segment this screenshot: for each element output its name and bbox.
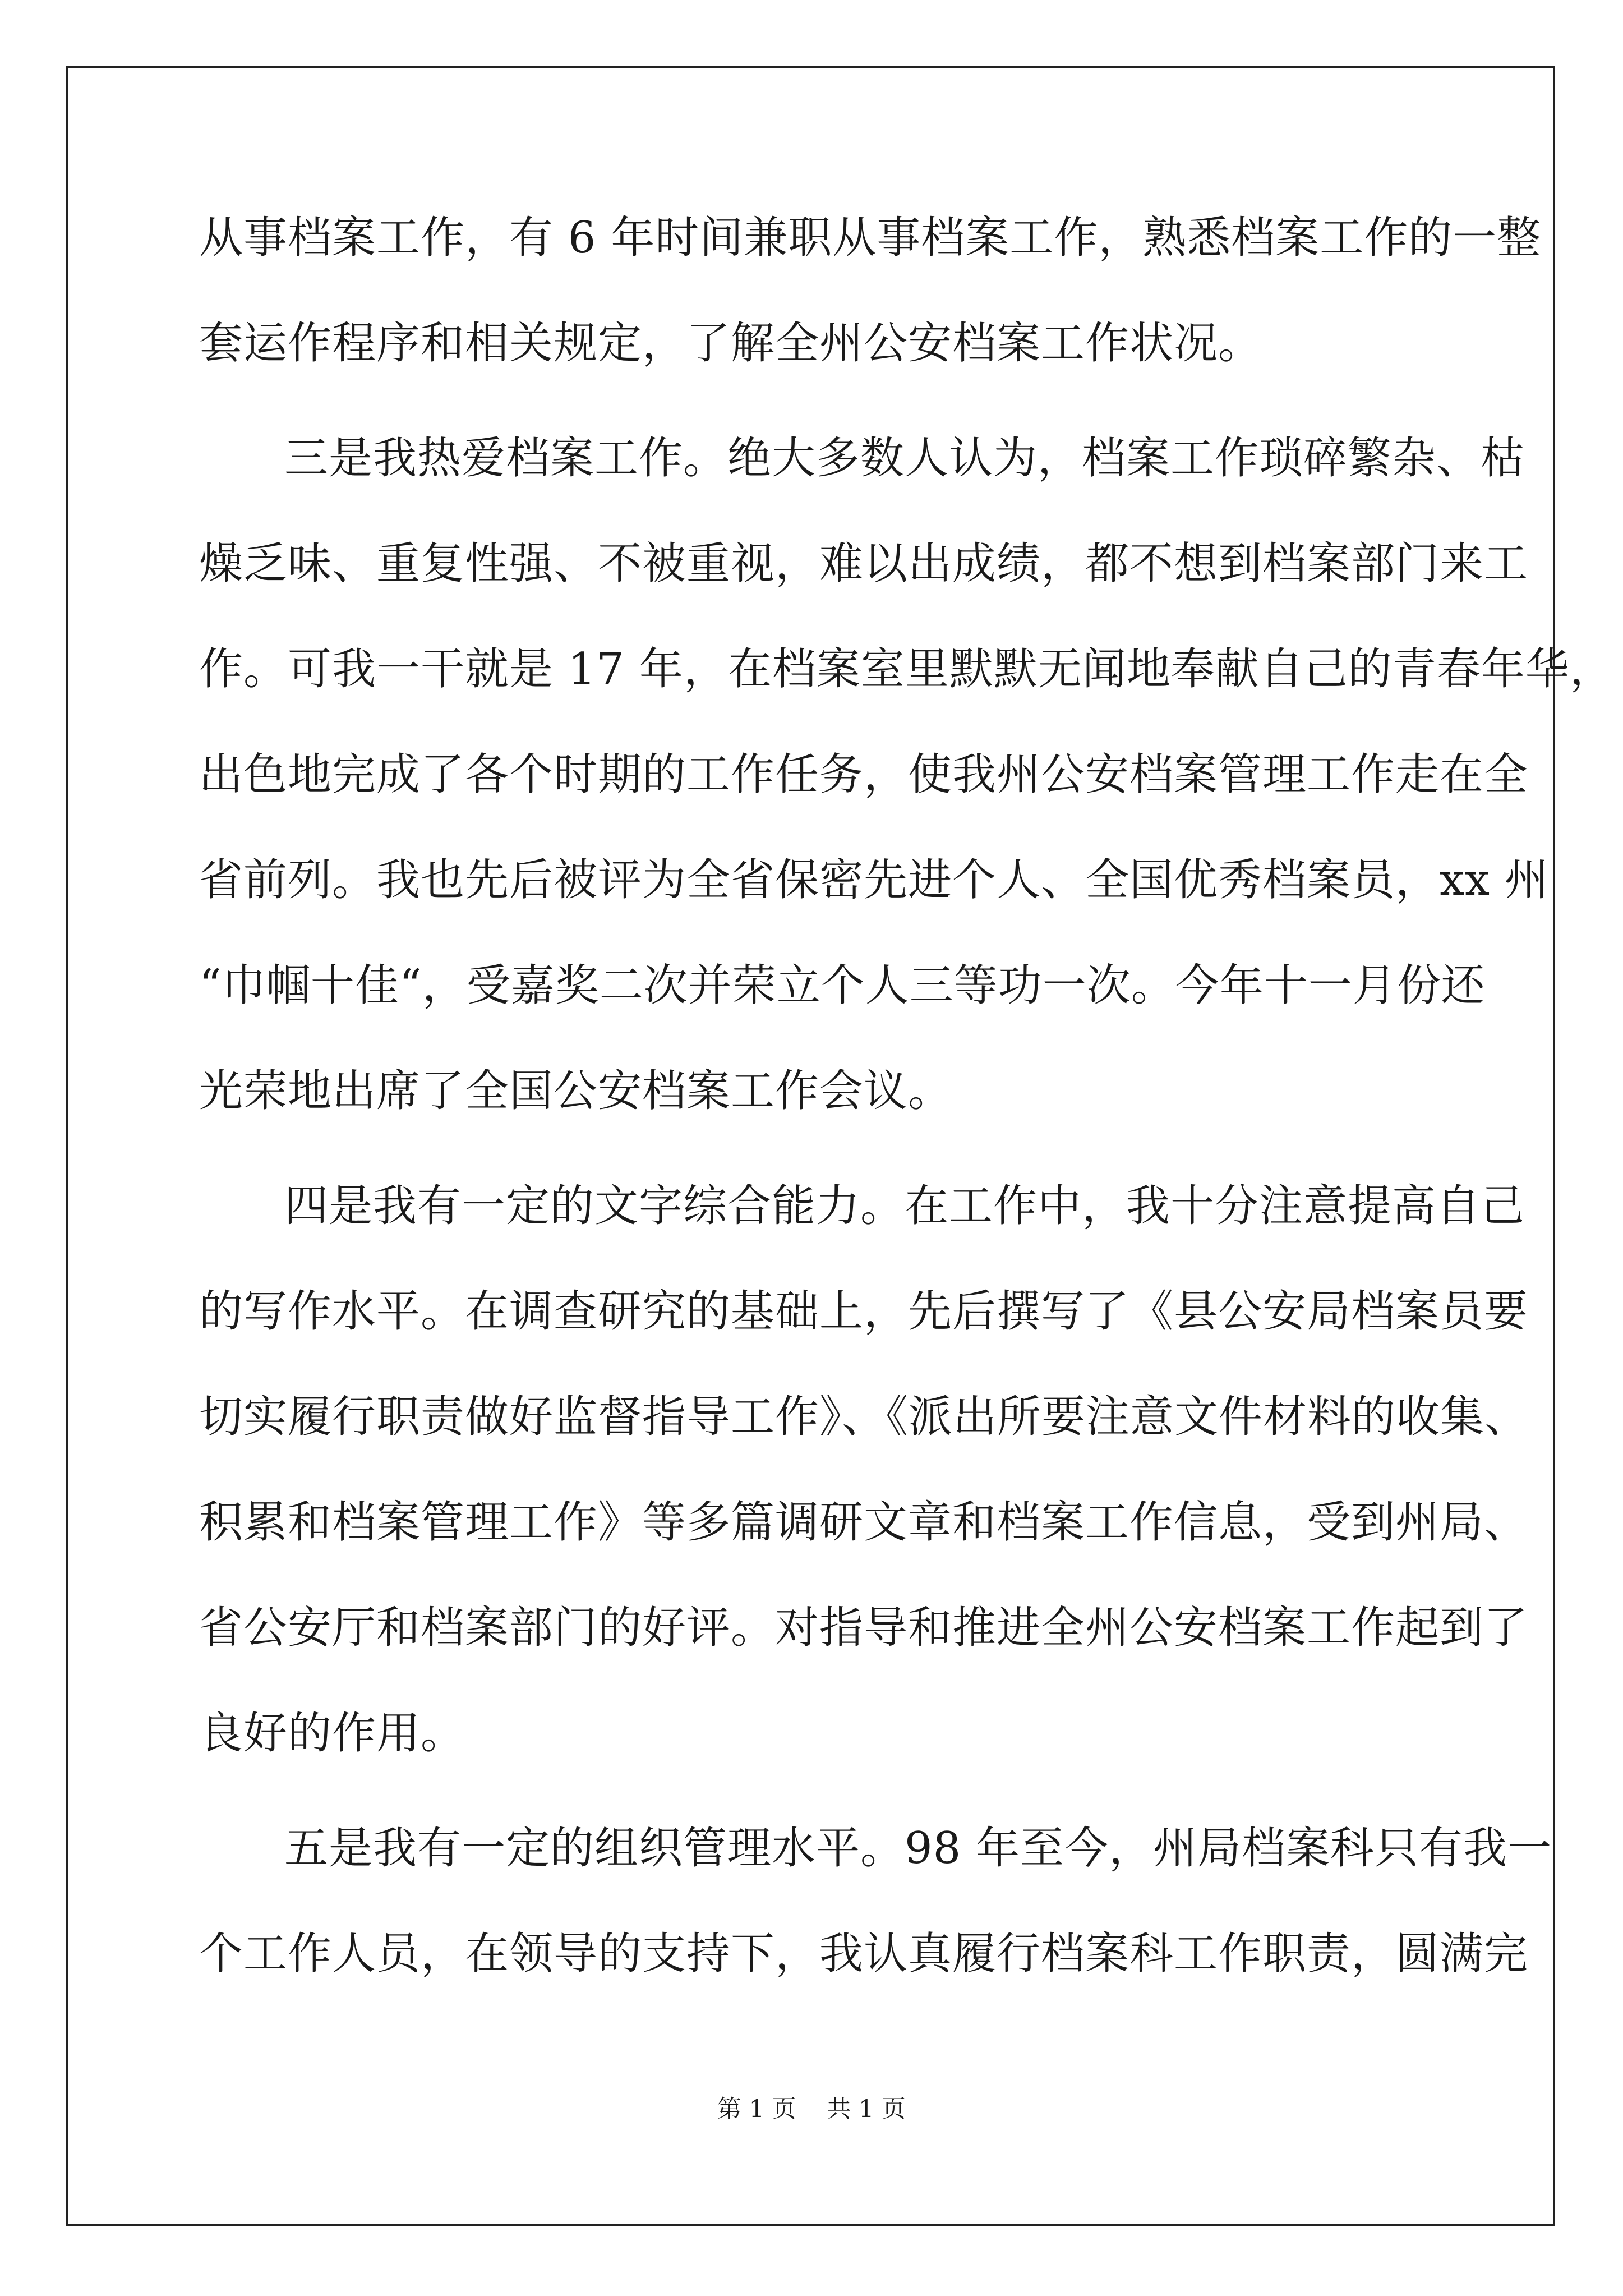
- paragraph: [199, 213, 1542, 427]
- text-line: 省前列。我也先后被评为全省保密先进个人、全国优秀档案员，xx 州: [199, 855, 1549, 905]
- text-line: 出色地完成了各个时期的工作任务，使我州公安档案管理工作走在全: [199, 749, 1529, 800]
- text-line: “巾帼十佳“，受嘉奖二次并荣立个人三等功一次。今年十一月份还: [199, 960, 1486, 1011]
- text-line: 燥乏味、重复性强、不被重视，难以出成绩，都不想到档案部门来工: [199, 539, 1529, 589]
- paragraph: [199, 433, 1614, 1175]
- text-line: 切实履行职责做好监督指导工作》、《派出所要注意文件材料的收集、: [199, 1392, 1529, 1442]
- text-line: 良好的作用。: [199, 1708, 465, 1759]
- page-footer: 第 1 页 共 1 页: [717, 2095, 906, 2123]
- text-line: 的写作水平。在调查研究的基础上，先后撰写了《县公安局档案员要: [199, 1286, 1529, 1337]
- text-line: 五是我有一定的组织管理水平。98 年至今，州局档案科只有我一: [284, 1823, 1552, 1874]
- text-line: 积累和档案管理工作》等多篇调研文章和档案工作信息，受到州局、: [199, 1497, 1529, 1548]
- document-body: [199, 213, 1614, 2037]
- text-line: 四是我有一定的文字综合能力。在工作中，我十分注意提高自己: [284, 1181, 1525, 1231]
- text-line: 光荣地出席了全国公安档案工作会议。: [199, 1066, 953, 1116]
- text-line: 作。可我一干就是 17 年，在档案室里默默无闻地奉献自己的青春年华，: [199, 644, 1614, 694]
- text-line: 从事档案工作，有 6 年时间兼职从事档案工作，熟悉档案工作的一整: [199, 213, 1542, 263]
- text-line: 三是我热爱档案工作。绝大多数人认为，档案工作琐碎繁杂、枯: [284, 433, 1525, 484]
- text-line: 省公安厅和档案部门的好评。对指导和推进全州公安档案工作起到了: [199, 1603, 1529, 1653]
- text-line: 个工作人员，在领导的支持下，我认真履行档案科工作职责，圆满完: [199, 1929, 1529, 1979]
- text-line: 套运作程序和相关规定，了解全州公安档案工作状况。: [199, 318, 1263, 369]
- paragraph: [199, 1823, 1552, 2037]
- paragraph: [199, 1181, 1529, 1817]
